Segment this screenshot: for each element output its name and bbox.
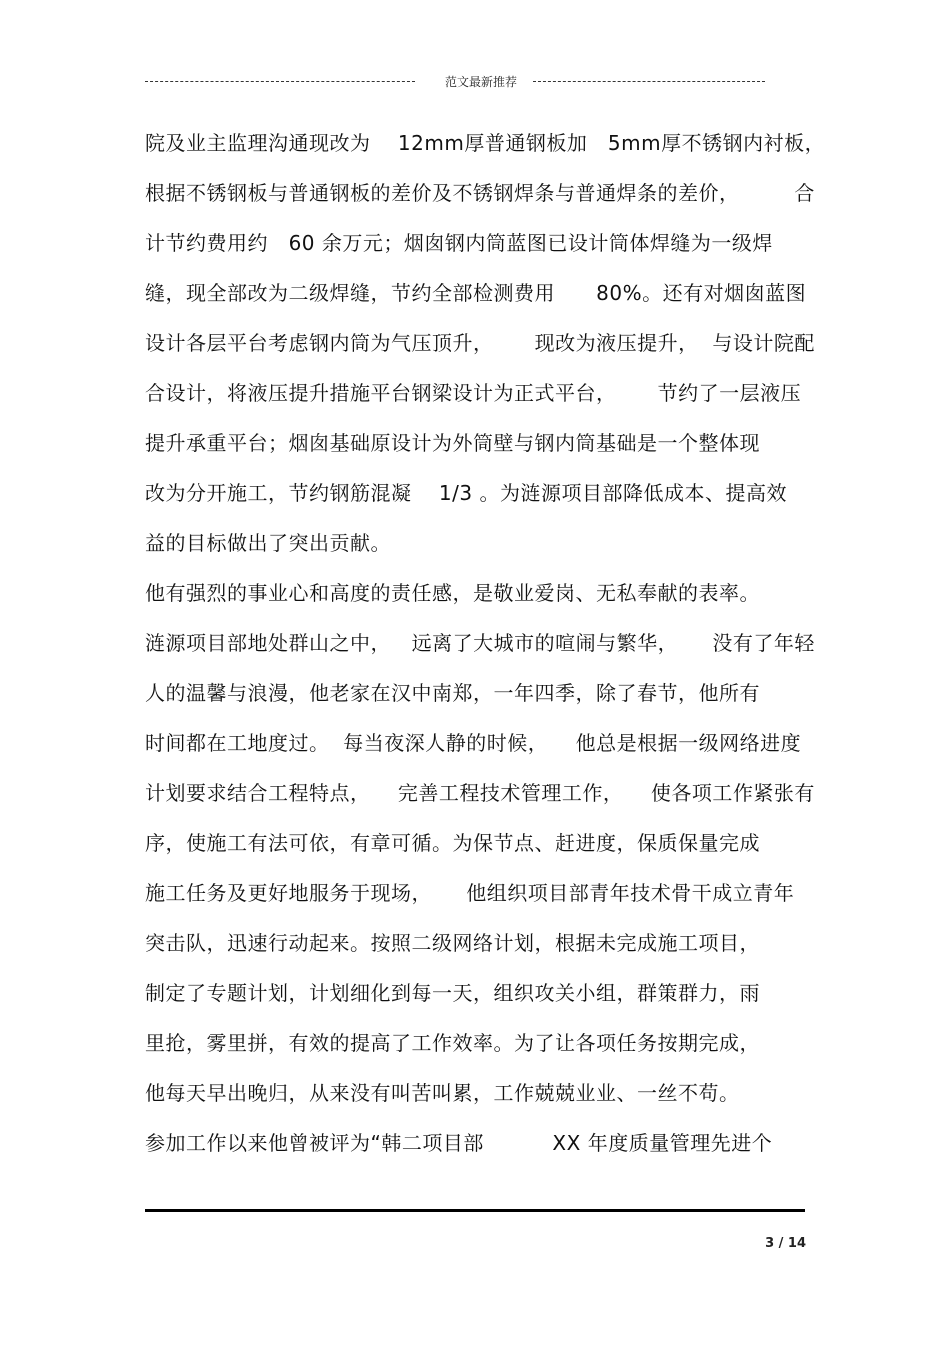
text-line: 缝，现全部改为二级焊缝，节约全部检测费用 80%。还有对烟囱蓝图: [145, 281, 807, 305]
text-line: 突击队，迅速行动起来。按照二级网络计划，根据未完成施工项目，: [145, 931, 760, 955]
page-header: [145, 70, 765, 94]
text-line: 他每天早出晚归，从来没有叫苦叫累，工作兢兢业业、一丝不苟。: [145, 1081, 740, 1105]
text-line: 施工任务及更好地服务于现场， 他组织项目部青年技术骨干成立青年: [145, 881, 795, 905]
text-line: 益的目标做出了突出贡献。: [145, 531, 391, 555]
text-line: 院及业主监理沟通现改为 12mm厚普通钢板加 5mm厚不锈钢内衬板，: [145, 131, 826, 155]
text-line: 合设计，将液压提升措施平台钢梁设计为正式平台， 节约了一层液压: [145, 381, 802, 405]
text-line: 序，使施工有法可依，有章可循。为保节点、赶进度，保质保量完成: [145, 831, 760, 855]
header-title: 范文最新推荐: [445, 75, 518, 89]
text-line: 提升承重平台；烟囱基础原设计为外筒壁与钢内筒基础是一个整体现: [145, 431, 760, 455]
text-line: 设计各层平台考虑钢内筒为气压顶升， 现改为液压提升， 与设计院配: [145, 331, 815, 355]
text-line: 里抢，雾里拼，有效的提高了工作效率。为了让各项任务按期完成，: [145, 1031, 760, 1055]
text-line: 根据不锈钢板与普通钢板的差价及不锈钢焊条与普通焊条的差价， 合: [145, 181, 815, 205]
footer-rule: [145, 1209, 805, 1212]
text-line: 计划要求结合工程特点， 完善工程技术管理工作， 使各项工作紧张有: [145, 781, 815, 805]
text-line: 制定了专题计划，计划细化到每一天，组织攻关小组，群策群力，雨: [145, 981, 760, 1005]
text-line: 改为分开施工，节约钢筋混凝 1/3 。为涟源项目部降低成本、提高效: [145, 481, 787, 505]
text-line: 他有强烈的事业心和高度的责任感，是敬业爱岗、无私奉献的表率。: [145, 581, 760, 605]
text-line: 涟源项目部地处群山之中， 远离了大城市的喧闹与繁华， 没有了年轻: [145, 631, 815, 655]
text-line: 参加工作以来他曾被评为“韩二项目部 XX 年度质量管理先进个: [145, 1131, 773, 1155]
text-line: 人的温馨与浪漫，他老家在汉中南郑，一年四季，除了春节，他所有: [145, 681, 760, 705]
header-dashed-rule-right: [533, 81, 765, 82]
page-number: 3 / 14: [765, 1236, 806, 1251]
text-line: 时间都在工地度过。 每当夜深人静的时候， 他总是根据一级网络进度: [145, 731, 802, 755]
header-dashed-rule-left: [145, 81, 415, 82]
text-line: 计节约费用约 60 余万元；烟囱钢内筒蓝图已设计筒体焊缝为一级焊: [145, 231, 773, 255]
document-body: [145, 118, 826, 1168]
